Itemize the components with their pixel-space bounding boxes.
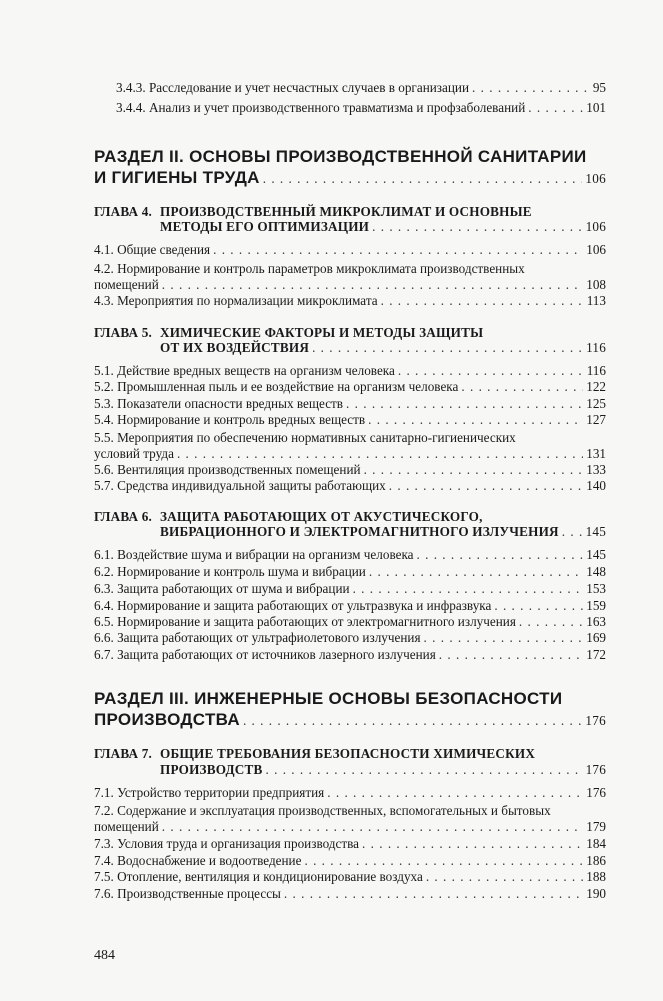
toc-entry: 4.3. Мероприятия по нормализации микроклимата . . . 113 [94,293,606,309]
toc-entry-cont: помещений . . . 179 [94,819,606,835]
toc-entry: 4.2. Нормирование и контроль параметров микроклимата производственных [94,261,525,276]
section-heading-line2: И ГИГИЕНЫ ТРУДА . . . 106 [94,167,606,190]
chapter-heading-line2: ВИБРАЦИОННОГО И ЭЛЕКТРОМАГНИТНОГО ИЗЛУЧЕНИЯ . . . 145 [94,524,606,540]
toc-entry: 6.4. Нормирование и защита работающих от ультразвука и инфразвука . . . 159 [94,598,606,614]
toc-entry-cont: помещений . . . 108 [94,277,606,293]
toc-entry: 5.6. Вентиляция производственных помещений . . . 133 [94,462,606,478]
toc-entry: 6.3. Защита работающих от шума и вибрации . . . 153 [94,581,606,597]
toc-entry: 5.2. Промышленная пыль и ее воздействие на организм человека . . . 122 [94,379,606,395]
toc-entry: 6.2. Нормирование и контроль шума и вибрации . . . 148 [94,564,606,580]
chapter-heading-line2: ПРОИЗВОДСТВ . . . 176 [94,762,606,778]
toc-entry: 7.2. Содержание и эксплуатация производственных, вспомогательных и бытовых [94,803,551,818]
section-heading-line2: ПРОИЗВОДСТВА . . . 176 [94,709,606,732]
toc-entry: 7.5. Отопление, вентиляция и кондиционирование воздуха . . . 188 [94,869,606,885]
toc-entry: 7.4. Водоснабжение и водоотведение . . . 186 [94,853,606,869]
toc-entry: 5.7. Средства индивидуальной защиты работающих . . . 140 [94,478,606,494]
chapter-heading-line2: МЕТОДЫ ЕГО ОПТИМИЗАЦИИ . . . 106 [94,219,606,235]
toc-entry-cont: условий труда . . . 131 [94,446,606,462]
section-heading: РАЗДЕЛ II. ОСНОВЫ ПРОИЗВОДСТВЕННОЙ САНИТАРИИ [94,147,587,166]
toc-entry: 6.1. Воздействие шума и вибрации на организм человека . . . 145 [94,547,606,563]
toc-entry: 7.1. Устройство территории предприятия . . . 176 [94,785,606,801]
toc-entry: 6.6. Защита работающих от ультрафиолетового излучения . . . 169 [94,630,606,646]
toc-entry: 5.1. Действие вредных веществ на организм человека . . . 116 [94,363,606,379]
toc-entry: 5.5. Мероприятия по обеспечению нормативных санитарно-гигиенических [94,430,516,445]
toc-entry: 6.5. Нормирование и защита работающих от электромагнитного излучения . . . 163 [94,614,606,630]
toc-entry: 4.1. Общие сведения . . . 106 [94,242,606,258]
toc-entry: 5.3. Показатели опасности вредных веществ . . . 125 [94,396,606,412]
toc-entry: 7.3. Условия труда и организация производства . . . 184 [94,836,606,852]
toc-entry: 7.6. Производственные процессы . . . 190 [94,886,606,902]
toc-entry: 3.4.4. Анализ и учет производственного травматизма и профзаболеваний . . . 101 [116,100,606,116]
page-number: 484 [94,948,115,963]
chapter-heading-line2: ОТ ИХ ВОЗДЕЙСТВИЯ . . . 116 [94,340,606,356]
toc-entry: 5.4. Нормирование и контроль вредных веществ . . . 127 [94,412,606,428]
section-heading: РАЗДЕЛ III. ИНЖЕНЕРНЫЕ ОСНОВЫ БЕЗОПАСНОСТИ [94,689,563,708]
chapter-heading: ГЛАВА 4. ПРОИЗВОДСТВЕННЫЙ МИКРОКЛИМАТ И ОСНОВНЫЕ [94,204,532,219]
toc-entry: 6.7. Защита работающих от источников лазерного излучения . . . 172 [94,647,606,663]
toc-entry: 3.4.3. Расследование и учет несчастных случаев в организации . . . 95 [116,80,606,96]
chapter-heading: ГЛАВА 5. ХИМИЧЕСКИЕ ФАКТОРЫ И МЕТОДЫ ЗАЩИТЫ [94,325,484,340]
chapter-heading: ГЛАВА 7. ОБЩИЕ ТРЕБОВАНИЯ БЕЗОПАСНОСТИ ХИМИЧЕСКИХ [94,746,536,761]
chapter-heading: ГЛАВА 6. ЗАЩИТА РАБОТАЮЩИХ ОТ АКУСТИЧЕСКОГО, [94,509,483,524]
